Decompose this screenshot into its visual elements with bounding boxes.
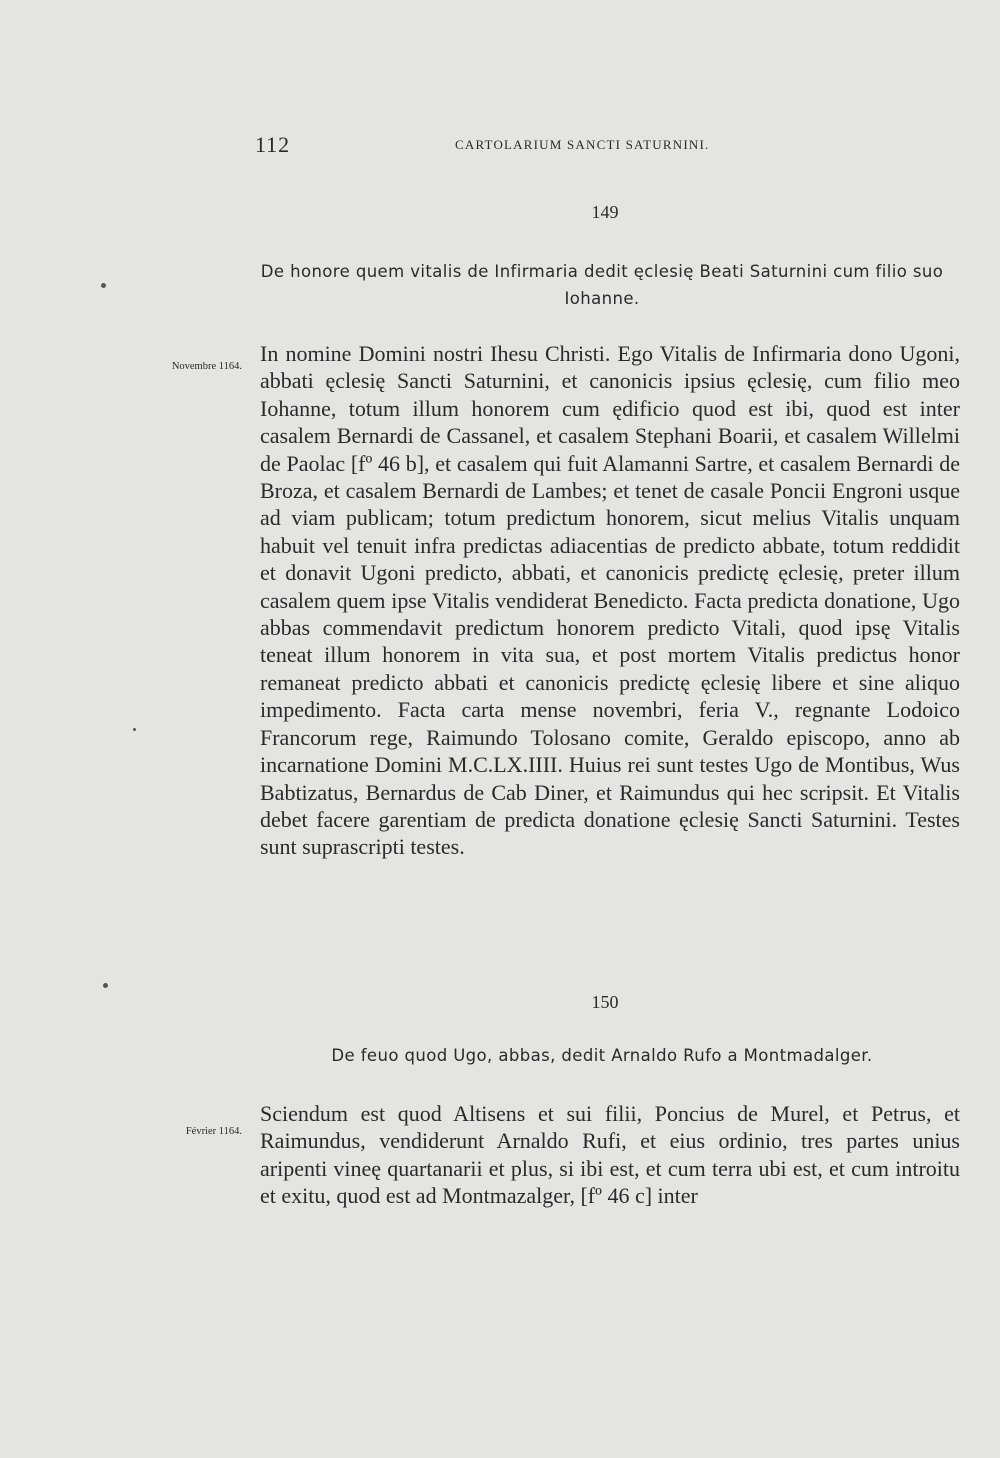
scan-speck xyxy=(101,283,106,288)
charter-text: Sciendum est quod Altisens et sui filii, Poncius de Murel, et Petrus, et Raimundus, vendiderunt Arnaldo Rufi, et eius ordinio, tres partes unius aripenti vineę quartanarii et plus, si ibi est, et cum terra ubi est, et cum introitu et exitu, quod est ad Montmazalger, [fº 46 c] inter xyxy=(260,1101,960,1209)
charter-number: 149 xyxy=(591,202,619,222)
margin-date: Février 1164. xyxy=(185,1126,242,1137)
page-number: 112 xyxy=(255,132,291,157)
charter-text: In nomine Domini nostri Ihesu Christi. Ego Vitalis de Infirmaria dono Ugoni, abbati ęclesię Sancti Saturnini, et canonicis ipsius ęclesię, cum filio meo Iohanne, totum illum honorem cum ędificio quod est ibi, quod est inter casalem Bernardi de Cassanel, et casalem Stephani Boarii, et casalem Willelmi de Paolac [fº 46 b], et casalem qui fuit Alamanni Sartre, et casalem Bernardi de Broza, et casalem Bernardi de Lambes; et tenet de casale Poncii Engroni usque ad viam publicam; totum predictum honorem, sicut melius Vitalis unquam habuit vel tenuit infra predictas adiacentias de predicto abbate, totum reddidit et donavit Ugoni predicto, abbati, et canonicis predictę ęclesię, preter illum casalem quem ipse Vitalis vendiderat Benedicto. Facta predicta donatione, Ugo abbas commendavit predictum honorem predicto Vitali, quod ipsę Vitalis teneat illum honorem in vita sua, et post mortem Vitalis predictus honor remaneat predicto abbati et canonicis predictę ęclesię libere et sine aliquo impedimento. Facta carta mense novembri, feria V., regnante Lodoico Francorum rege, Raimundo Tolosano comite, Geraldo episcopo, anno ab incarnatione Domini M.C.LX.IIII. Huius rei sunt testes Ugo de Montibus, Wus Babtizatus, Bernardus de Cab Diner, et Raimundus qui hec scripsit. Et Vitalis debet facere garentiam de predicta donatione ęclesię Sancti Saturnini. Testes sunt suprascripti testes. xyxy=(260,341,960,860)
scan-speck xyxy=(133,728,136,731)
scan-speck xyxy=(103,983,108,988)
running-title: CARTOLARIUM SANCTI SATURNINI. xyxy=(455,137,710,152)
charter-heading: De feuo quod Ugo, abbas, dedit Arnaldo Rufo a Montmadalger. xyxy=(331,1046,873,1065)
charter-heading: De honore quem vitalis de Infirmaria dedit ęclesię Beati Saturnini cum filio suo Iohanne. xyxy=(260,262,944,308)
charter-number: 150 xyxy=(591,992,619,1012)
margin-date: Novembre 1164. xyxy=(171,361,242,372)
